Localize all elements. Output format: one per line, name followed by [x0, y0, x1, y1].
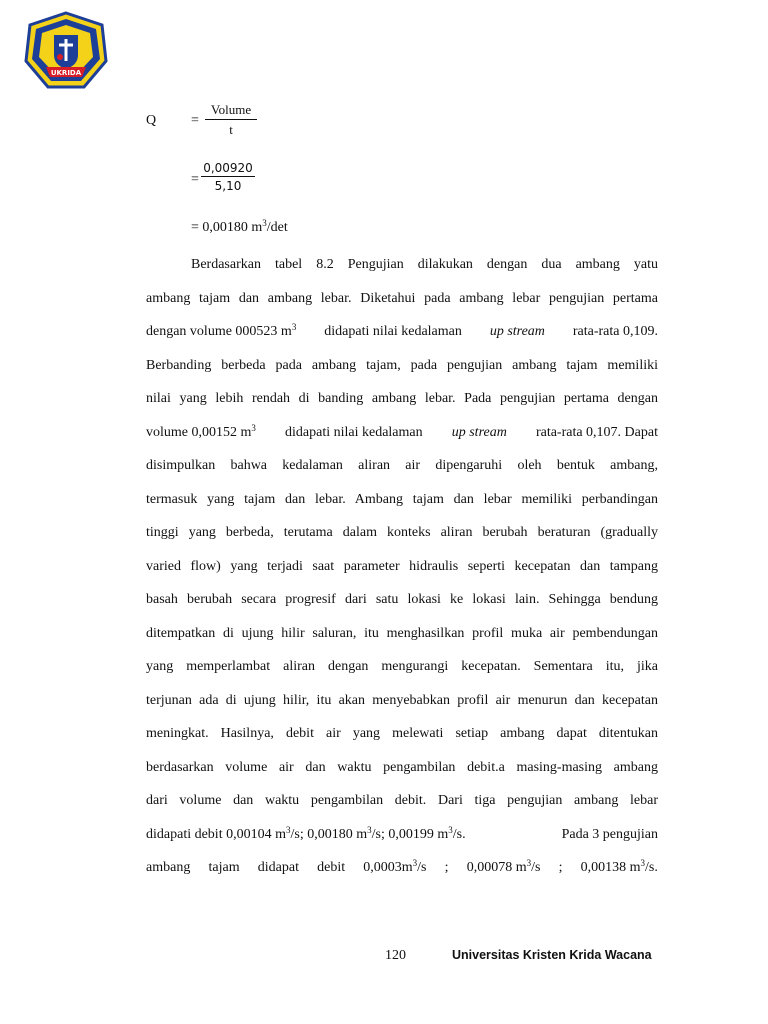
paragraph-line: nilai yang lebih rendah di banding ambang lebar. Pada pengujian pertama dengan	[146, 391, 658, 406]
formula-equals-1: =	[191, 113, 199, 128]
logo-text: UKRIDA	[50, 69, 82, 77]
paragraph-line: didapati debit 0,00104 $m^3/s$; 0,00180 $m^3/s$; 0,00199 $m^3/s$. Pada 3 pengujian	[146, 824, 658, 842]
paragraph-line: ditempatkan di ujung hilir saluran, itu menghasilkan profil muka air pembendungan	[146, 625, 658, 641]
paragraph-line: varied flow) yang terjadi saat parameter hidraulis seperti kecepatan dan tampang	[146, 558, 658, 574]
page-number: 120	[385, 948, 406, 963]
paragraph-line: ambang tajam didapat debit $0,0003m^3/s$ ; 0,00078 $m^3/s$ ; 0,00138 $m^3/s$.	[146, 858, 658, 875]
formula-result: = 0,00180 $m^3/\det$	[191, 218, 288, 235]
fraction-volume-t	[205, 102, 257, 138]
paragraph-line: dengan volume 000523 $m^3$ didapati nilai kedalaman up stream rata-rata 0,109.	[146, 322, 658, 339]
fraction-denominator: t	[229, 122, 233, 137]
paragraph-line: yang memperlambat aliran dengan mengurangi kecepatan. Sementara itu, jika	[146, 659, 658, 674]
paragraph-line: Berdasarkan tabel 8.2 Pengujian dilakukan dengan dua ambang yatu	[191, 257, 658, 272]
body-paragraph	[146, 248, 658, 885]
fraction-values	[201, 161, 255, 193]
fraction-numerator: Volume	[210, 102, 252, 117]
paragraph-line: dari volume dan waktu pengambilan debit. Dari tiga pengujian ambang lebar	[146, 793, 658, 808]
paragraph-line: basah berubah secara progresif dari satu lokasi ke lokasi lain. Sehingga bendung	[146, 592, 658, 607]
paragraph-line: meningkat. Hasilnya, debit air yang melewati setiap ambang dapat ditentukan	[146, 726, 658, 741]
fraction-numerator: 0,00920	[203, 161, 253, 175]
footer-university: Universitas Kristen Krida Wacana	[452, 948, 652, 962]
paragraph-line: terjunan ada di ujung hilir, itu akan menyebabkan profil air menurun dan kecepatan	[146, 692, 658, 708]
formula-equals-2: =	[191, 172, 199, 187]
paragraph-line: termasuk yang tajam dan lebar. Ambang tajam dan lebar memiliki perbandingan	[146, 491, 658, 507]
paragraph-line: ambang tajam dan ambang lebar. Diketahui pada ambang lebar pengujian pertama	[146, 290, 658, 306]
ukrida-logo	[24, 11, 108, 91]
paragraph-line: Berbanding berbeda pada ambang tajam, pada pengujian ambang tajam memiliki	[146, 357, 658, 373]
formula-q: Q	[146, 113, 157, 128]
paragraph-line: disimpulkan bahwa kedalaman aliran air dipengaruhi oleh bentuk ambang,	[146, 458, 658, 473]
paragraph-line: berdasarkan volume air dan waktu pengambilan debit.a masing-masing ambang	[146, 759, 658, 775]
fraction-denominator: 5,10	[214, 179, 242, 193]
paragraph-line: tinggi yang berbeda, terutama dalam konteks aliran berubah beraturan (gradually	[146, 525, 658, 540]
paragraph-line: volume 0,00152 $m^3$ didapati nilai kedalaman up stream rata-rata 0,107. Dapat	[146, 422, 658, 440]
